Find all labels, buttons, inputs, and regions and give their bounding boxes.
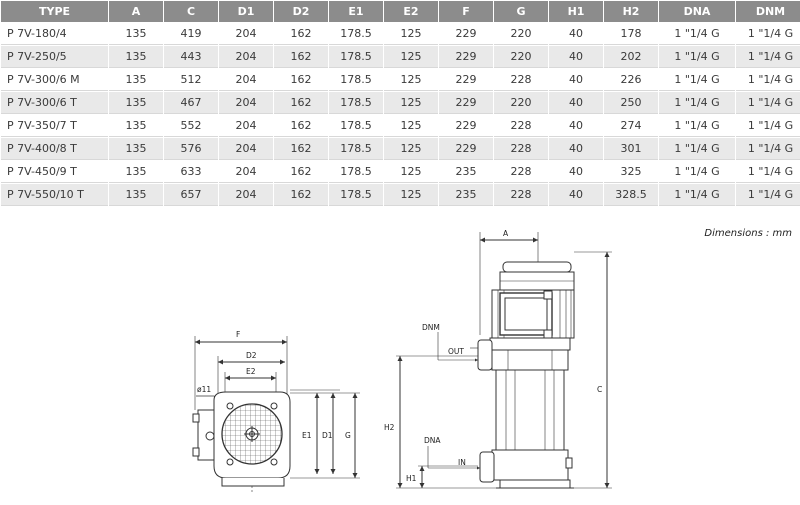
table-cell: 162 (274, 46, 328, 68)
type-cell: P 7V-300/6 M (1, 69, 108, 91)
table-cell: 419 (164, 23, 218, 45)
table-cell: 1 "1/4 G (659, 115, 735, 137)
table-cell: 228 (494, 138, 548, 160)
label-A: A (503, 229, 509, 238)
table-cell: 1 "1/4 G (736, 23, 800, 45)
label-phi11: ø11 (197, 385, 212, 394)
type-cell: P 7V-250/5 (1, 46, 108, 68)
table-cell: 178.5 (329, 184, 383, 206)
table-cell: 135 (109, 138, 163, 160)
table-cell: 178.5 (329, 92, 383, 114)
table-cell: 1 "1/4 G (736, 115, 800, 137)
label-IN: IN (458, 458, 466, 467)
table-cell: 40 (549, 69, 603, 91)
table-cell: 229 (439, 69, 493, 91)
label-OUT: OUT (448, 347, 464, 356)
table-cell: 301 (604, 138, 658, 160)
table-cell: 229 (439, 46, 493, 68)
column-header: DNM (736, 1, 800, 22)
table-cell: 135 (109, 23, 163, 45)
table-cell: 228 (494, 161, 548, 183)
column-header: C (164, 1, 218, 22)
table-cell: 204 (219, 115, 273, 137)
table-cell: 1 "1/4 G (736, 184, 800, 206)
column-header: D2 (274, 1, 328, 22)
table-cell: 512 (164, 69, 218, 91)
column-header: E1 (329, 1, 383, 22)
column-header: A (109, 1, 163, 22)
table-cell: 40 (549, 23, 603, 45)
table-cell: 125 (384, 115, 438, 137)
table-cell: 162 (274, 161, 328, 183)
table-cell: 178.5 (329, 138, 383, 160)
table-cell: 220 (494, 46, 548, 68)
table-cell: 125 (384, 92, 438, 114)
table-cell: 235 (439, 161, 493, 183)
label-DNM: DNM (422, 323, 440, 332)
table-cell: 657 (164, 184, 218, 206)
dimensions-unit-note: Dimensions : mm (704, 228, 792, 239)
table-cell: 576 (164, 138, 218, 160)
table-cell: 40 (549, 184, 603, 206)
table-cell: 178.5 (329, 23, 383, 45)
label-E2: E2 (246, 367, 256, 376)
table-cell: 229 (439, 23, 493, 45)
table-cell: 1 "1/4 G (659, 92, 735, 114)
type-cell: P 7V-400/8 T (1, 138, 108, 160)
table-cell: 1 "1/4 G (736, 161, 800, 183)
table-cell: 1 "1/4 G (659, 138, 735, 160)
table-cell: 162 (274, 23, 328, 45)
column-header: TYPE (1, 1, 108, 22)
table-cell: 204 (219, 23, 273, 45)
table-cell: 40 (549, 92, 603, 114)
table-cell: 204 (219, 161, 273, 183)
type-cell: P 7V-350/7 T (1, 115, 108, 137)
label-H1: H1 (406, 474, 417, 483)
table-cell: 1 "1/4 G (659, 23, 735, 45)
table-cell: 229 (439, 138, 493, 160)
table-cell: 178 (604, 23, 658, 45)
table-cell: 1 "1/4 G (659, 46, 735, 68)
table-cell: 1 "1/4 G (736, 69, 800, 91)
table-cell: 178.5 (329, 115, 383, 137)
pump-side-view (396, 232, 612, 488)
table-cell: 40 (549, 46, 603, 68)
table-cell: 228 (494, 115, 548, 137)
table-cell: 1 "1/4 G (659, 69, 735, 91)
column-header: D1 (219, 1, 273, 22)
type-cell: P 7V-300/6 T (1, 92, 108, 114)
table-cell: 40 (549, 115, 603, 137)
table-cell: 135 (109, 161, 163, 183)
table-cell: 162 (274, 115, 328, 137)
column-header: H1 (549, 1, 603, 22)
column-header: G (494, 1, 548, 22)
table-cell: 229 (439, 115, 493, 137)
table-cell: 325 (604, 161, 658, 183)
table-cell: 228 (494, 69, 548, 91)
table-cell: 229 (439, 92, 493, 114)
table-cell: 1 "1/4 G (659, 161, 735, 183)
table-cell: 178.5 (329, 69, 383, 91)
table-cell: 1 "1/4 G (659, 184, 735, 206)
table-cell: 162 (274, 138, 328, 160)
table-cell: 274 (604, 115, 658, 137)
table-cell: 250 (604, 92, 658, 114)
table-cell: 204 (219, 184, 273, 206)
table-cell: 552 (164, 115, 218, 137)
table-cell: 125 (384, 69, 438, 91)
table-cell: 40 (549, 138, 603, 160)
table-cell: 204 (219, 92, 273, 114)
table-cell: 125 (384, 161, 438, 183)
label-E1: E1 (302, 431, 312, 440)
table-cell: 125 (384, 138, 438, 160)
column-header: F (439, 1, 493, 22)
label-D1: D1 (322, 431, 333, 440)
column-header: E2 (384, 1, 438, 22)
table-cell: 228 (494, 184, 548, 206)
table-cell: 135 (109, 69, 163, 91)
table-cell: 235 (439, 184, 493, 206)
label-F: F (236, 330, 241, 339)
table-cell: 162 (274, 69, 328, 91)
table-cell: 125 (384, 23, 438, 45)
table-cell: 202 (604, 46, 658, 68)
label-C: C (597, 385, 603, 394)
label-H2: H2 (384, 423, 395, 432)
column-header: H2 (604, 1, 658, 22)
table-cell: 162 (274, 184, 328, 206)
table-cell: 178.5 (329, 46, 383, 68)
column-header: DNA (659, 1, 735, 22)
table-cell: 1 "1/4 G (736, 46, 800, 68)
table-cell: 1 "1/4 G (736, 92, 800, 114)
table-cell: 204 (219, 69, 273, 91)
table-cell: 204 (219, 46, 273, 68)
table-cell: 633 (164, 161, 218, 183)
table-cell: 135 (109, 115, 163, 137)
table-cell: 443 (164, 46, 218, 68)
table-cell: 178.5 (329, 161, 383, 183)
type-cell: P 7V-550/10 T (1, 184, 108, 206)
table-cell: 125 (384, 46, 438, 68)
table-cell: 135 (109, 46, 163, 68)
type-cell: P 7V-180/4 (1, 23, 108, 45)
table-cell: 135 (109, 184, 163, 206)
table-cell: 40 (549, 161, 603, 183)
label-G: G (345, 431, 351, 440)
table-cell: 328.5 (604, 184, 658, 206)
type-cell: P 7V-450/9 T (1, 161, 108, 183)
table-cell: 1 "1/4 G (736, 138, 800, 160)
table-cell: 125 (384, 184, 438, 206)
table-cell: 220 (494, 92, 548, 114)
table-cell: 204 (219, 138, 273, 160)
label-D2: D2 (246, 351, 257, 360)
table-cell: 162 (274, 92, 328, 114)
table-cell: 226 (604, 69, 658, 91)
table-cell: 220 (494, 23, 548, 45)
label-DNA: DNA (424, 436, 441, 445)
pump-top-view (193, 336, 360, 494)
table-cell: 467 (164, 92, 218, 114)
table-cell: 135 (109, 92, 163, 114)
